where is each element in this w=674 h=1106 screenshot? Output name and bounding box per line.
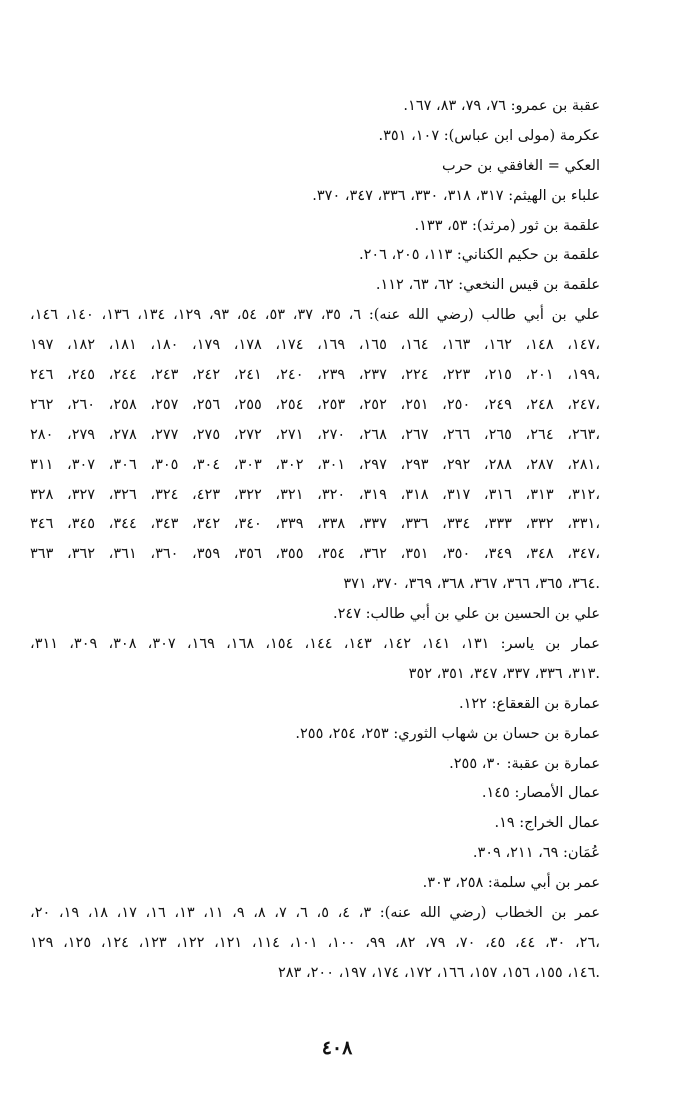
page-number: ٤٠٨ — [321, 1037, 353, 1059]
index-entry — [30, 301, 600, 600]
index-entry-line: ٢٨١، ٢٨٧، ٢٨٨، ٢٩٢، ٢٩٣، ٢٩٧، ٣٠١، ٣٠٢، ٣٠٣، ٣٠٤، ٣٠٥، ٣٠٦، ٣٠٧، ٣١١، — [30, 456, 600, 473]
index-entry — [30, 271, 600, 301]
index-entry-line: عقبة بن عمرو: ٧٦، ٧٩، ٨٣، ١٦٧. — [403, 98, 600, 114]
index-entry — [30, 92, 600, 122]
index-entry-line: علقمة بن قيس النخعي: ٦٢، ٦٣، ١١٢. — [375, 277, 600, 294]
index-entry — [30, 212, 600, 242]
index-entry-line: ١٤٦، ١٥٥، ١٥٦، ١٥٧، ١٦٦، ١٧٢، ١٧٤، ١٩٧، ٢٠٠، ٢٨٣. — [277, 964, 600, 981]
index-entry-line: ٣١٣، ٣٣٦، ٣٣٧، ٣٤٧، ٣٥١، ٣٥٢. — [408, 665, 600, 682]
index-entry-line: علي بن أبي طالب (رضي الله عنه): ٦، ٣٥، ٣٧، ٥٣، ٥٤، ٩٣، ١٢٩، ١٣٤، ١٣٦، ١٤٠، ١٤٦، — [30, 307, 600, 324]
index-entry-line: علقمة بن ثور (مرثد): ٥٣، ١٣٣. — [414, 217, 600, 234]
index-entry — [30, 600, 600, 630]
index-entry — [30, 779, 600, 809]
index-entry — [30, 720, 600, 750]
index-entry — [30, 182, 600, 212]
index-entry — [30, 869, 600, 899]
index-entry-line: ٣١٢، ٣١٣، ٣١٦، ٣١٧، ٣١٨، ٣١٩، ٣٢٠، ٣٢١، ٣٢٢، ٤٢٣، ٣٢٤، ٣٢٦، ٣٢٧، ٣٢٨، — [30, 486, 600, 503]
index-entry — [30, 809, 600, 839]
index-entry-line: عمر بن الخطاب (رضي الله عنه): ٣، ٤، ٥، ٦، ٧، ٨، ٩، ١١، ١٣، ١٦، ١٧، ١٨، ١٩، ٢٠، — [30, 905, 600, 922]
index-entry-line: عمارة بن عقبة: ٣٠، ٢٥٥. — [449, 755, 600, 772]
index-entry-line: عكرمة (مولى ابن عباس): ١٠٧، ٣٥١. — [378, 127, 600, 144]
index-entry-line: ٣٤٧، ٣٤٨، ٣٤٩، ٣٥٠، ٣٥١، ٣٦٢، ٣٥٤، ٣٥٥، ٣٥٦، ٣٥٩، ٣٦٠، ٣٦١، ٣٦٢، ٣٦٣، — [30, 546, 600, 563]
index-entry-line: ١٩٩، ٢٠١، ٢١٥، ٢٢٣، ٢٢٤، ٢٣٧، ٢٣٩، ٢٤٠، ٢٤١، ٢٤٢، ٢٤٣، ٢٤٤، ٢٤٥، ٢٤٦، — [30, 367, 600, 384]
index-entry-line: ٢٦٣، ٢٦٤، ٢٦٥، ٢٦٦، ٢٦٧، ٢٦٨، ٢٧٠، ٢٧١، ٢٧٢، ٢٧٥، ٢٧٧، ٢٧٨، ٢٧٩، ٢٨٠، — [30, 426, 600, 443]
index-entry-line: علي بن الحسين بن علي بن أبي طالب: ٢٤٧. — [333, 606, 600, 623]
index-entry — [30, 839, 600, 869]
index-entry-line: عمار بن ياسر: ١٣١، ١٤١، ١٤٢، ١٤٣، ١٤٤، ١٥٤، ١٦٨، ١٦٩، ٣٠٧، ٣٠٨، ٣٠٩، ٣١١، — [30, 636, 600, 653]
index-entry-line: ٢٦، ٣٠، ٤٤، ٤٥، ٧٠، ٧٩، ٨٢، ٩٩، ١٠٠، ١٠١، ١١٤، ١٢١، ١٢٢، ١٢٣، ١٢٤، ١٢٥، ١٢٩، — [30, 934, 600, 951]
index-entry-line: العكي = الغافقي بن حرب — [441, 157, 600, 174]
index-entry-line: علباء بن الهيثم: ٣١٧، ٣١٨، ٣٣٠، ٣٣٦، ٣٤٧، ٣٧٠. — [312, 187, 600, 204]
index-entry-line: ١٤٧، ١٤٨، ١٦٢، ١٦٣، ١٦٤، ١٦٥، ١٦٩، ١٧٤، ١٧٨، ١٧٩، ١٨٠، ١٨١، ١٨٢، ١٩٧، — [30, 337, 600, 354]
index-entry — [30, 122, 600, 152]
index-entry-line: عُمَان: ٦٩، ٢١١، ٣٠٩. — [472, 845, 600, 862]
index-entry-line: ٣٦٤، ٣٦٥، ٣٦٦، ٣٦٧، ٣٦٨، ٣٦٩، ٣٧٠، ٣٧١. — [343, 576, 600, 593]
index-entry-line: علقمة بن حكيم الكناني: ١١٣، ٢٠٥، ٢٠٦. — [358, 247, 600, 264]
index-entry-line: عمارة بن القعقاع: ١٢٢. — [458, 695, 600, 712]
index-entry-line: عمارة بن حسان بن شهاب الثوري: ٢٥٣، ٢٥٤، ٢٥٥. — [295, 725, 600, 742]
index-entry-line: عمر بن أبي سلمة: ٢٥٨، ٣٠٣. — [422, 875, 600, 892]
index-entry — [30, 152, 600, 182]
index-list — [30, 92, 600, 989]
index-entry — [30, 899, 600, 989]
index-entry-line: ٢٤٧، ٢٤٨، ٢٤٩، ٢٥٠، ٢٥١، ٢٥٢، ٢٥٣، ٢٥٤، ٢٥٥، ٢٥٦، ٢٥٧، ٢٥٨، ٢٦٠، ٢٦٢، — [30, 396, 600, 413]
index-entry — [30, 750, 600, 780]
index-entry — [30, 690, 600, 720]
index-entry-line: عمال الأمصار: ١٤٥. — [481, 785, 600, 802]
index-entry — [30, 241, 600, 271]
index-entry — [30, 630, 600, 690]
index-entry-line: عمال الخراج: ١٩. — [494, 815, 600, 832]
index-entry-line: ٣٣١، ٣٣٢، ٣٣٣، ٣٣٤، ٣٣٦، ٣٣٧، ٣٣٨، ٣٣٩، ٣٤٠، ٣٤٢، ٣٤٣، ٣٤٤، ٣٤٥، ٣٤٦، — [30, 516, 600, 533]
